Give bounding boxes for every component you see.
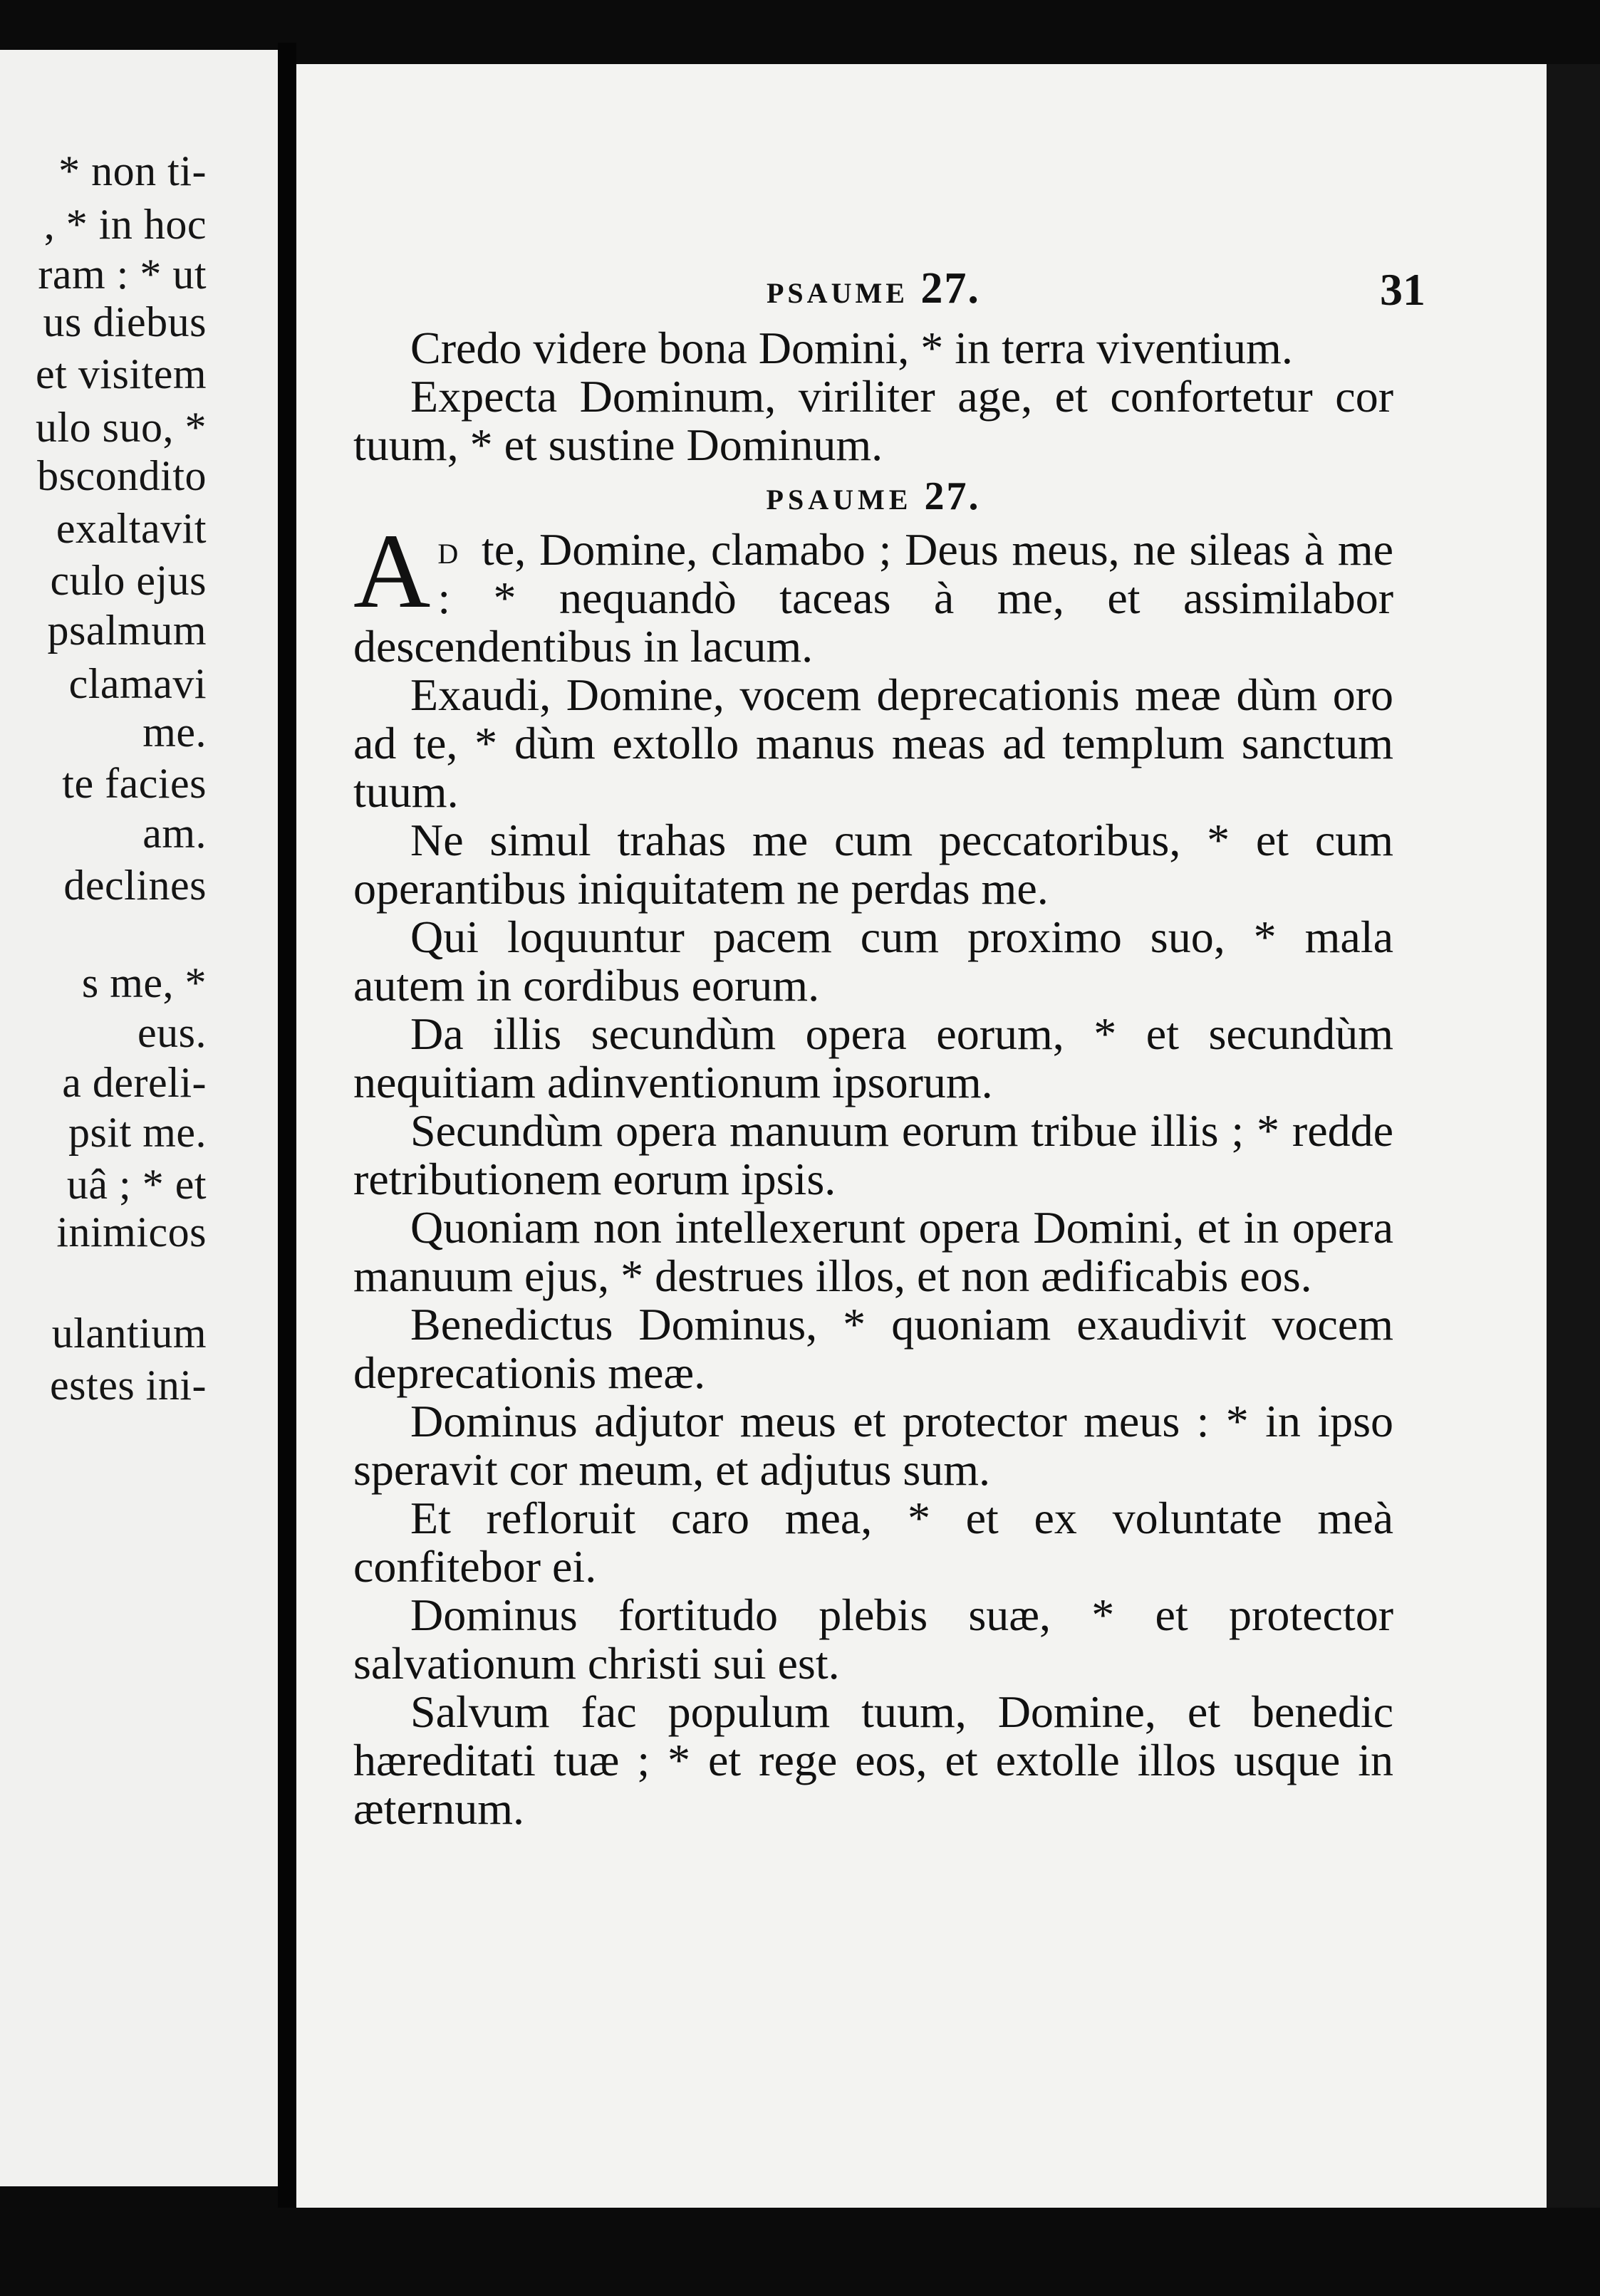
verse: Secundùm opera manuum eorum tribue illis ; * redde retributionem eorum ipsis. bbox=[353, 1105, 1393, 1204]
left-line: uâ ; * et bbox=[66, 1161, 207, 1208]
psalm-text bbox=[353, 324, 1393, 1833]
left-line: psalmum bbox=[47, 607, 207, 654]
running-title: PSAUME 27. bbox=[767, 264, 980, 313]
facing-page-left bbox=[0, 50, 278, 2186]
verse: Expecta Dominum, viriliter age, et confortetur cor tuum, * et sustine Dominum. bbox=[353, 371, 1393, 470]
verse: Da illis secundùm opera eorum, * et secundùm nequitiam adinventionum ipsorum. bbox=[353, 1008, 1393, 1107]
verse: Dominus fortitudo plebis suæ, * et protector salvationum christi sui est. bbox=[353, 1590, 1393, 1689]
left-line: ulo suo, * bbox=[35, 404, 207, 451]
left-line: declines bbox=[63, 862, 207, 909]
page-number: 31 bbox=[1380, 264, 1425, 315]
left-line: * non ti- bbox=[58, 147, 207, 194]
psalm-heading: PSAUME 27. bbox=[766, 474, 981, 518]
left-line: et visitem bbox=[36, 350, 207, 397]
first-verse bbox=[353, 512, 1394, 672]
verse: Ne simul trahas me cum peccatoribus, * et cum operantibus iniquitatem ne perdas me. bbox=[353, 815, 1393, 914]
left-line: me. bbox=[142, 709, 207, 756]
left-line: s me, * bbox=[81, 959, 207, 1006]
left-line: us diebus bbox=[43, 298, 207, 345]
left-line: estes ini- bbox=[50, 1362, 207, 1409]
page-edge-shadow bbox=[1547, 64, 1600, 2208]
verse: Salvum fac populum tuum, Domine, et benedic hæreditati tuæ ; * et rege eos, et extolle illos usque in æternum. bbox=[353, 1686, 1393, 1834]
verse: Exaudi, Domine, vocem deprecationis meæ dùm oro ad te, * dùm extollo manus meas ad templum sanctum tuum. bbox=[353, 669, 1393, 817]
left-line: psit me. bbox=[68, 1109, 207, 1156]
left-line: bscondito bbox=[37, 452, 207, 499]
left-line: inimicos bbox=[56, 1209, 207, 1256]
first-verse-text: te, Domine, clamabo ; Deus meus, ne sileas à me : * nequandò taceas à me, et assimilabor descendentibus in lacum. bbox=[353, 524, 1394, 672]
drop-cap-tail: D bbox=[437, 538, 459, 570]
verse: Qui loquuntur pacem cum proximo suo, * mala autem in cordibus eorum. bbox=[353, 912, 1393, 1011]
left-line: eus. bbox=[137, 1009, 207, 1056]
left-line: ram : * ut bbox=[38, 251, 207, 298]
page-header bbox=[296, 263, 1547, 320]
drop-cap: A bbox=[353, 512, 431, 630]
verse: Et refloruit caro mea, * et ex voluntate meà confitebor ei. bbox=[353, 1493, 1393, 1592]
left-line: ulantium bbox=[51, 1310, 207, 1357]
verse: Credo videre bona Domini, * in terra viventium. bbox=[410, 323, 1293, 373]
verse: Benedictus Dominus, * quoniam exaudivit vocem deprecationis meæ. bbox=[353, 1299, 1393, 1398]
left-line: te facies bbox=[62, 760, 207, 807]
left-line: , * in hoc bbox=[43, 201, 207, 248]
verse: Dominus adjutor meus et protector meus : * in ipso speravit cor meum, et adjutus sum. bbox=[353, 1396, 1393, 1495]
left-line: am. bbox=[142, 810, 207, 857]
left-line: culo ejus bbox=[50, 557, 207, 604]
book-gutter bbox=[278, 43, 296, 2208]
left-line: clamavi bbox=[68, 660, 207, 707]
verse: Quoniam non intellexerunt opera Domini, et in opera manuum ejus, * destrues illos, et non ædificabis eos. bbox=[353, 1202, 1393, 1301]
left-line: a dereli- bbox=[62, 1059, 207, 1106]
page-31 bbox=[296, 64, 1547, 2208]
left-line: exaltavit bbox=[56, 505, 207, 552]
